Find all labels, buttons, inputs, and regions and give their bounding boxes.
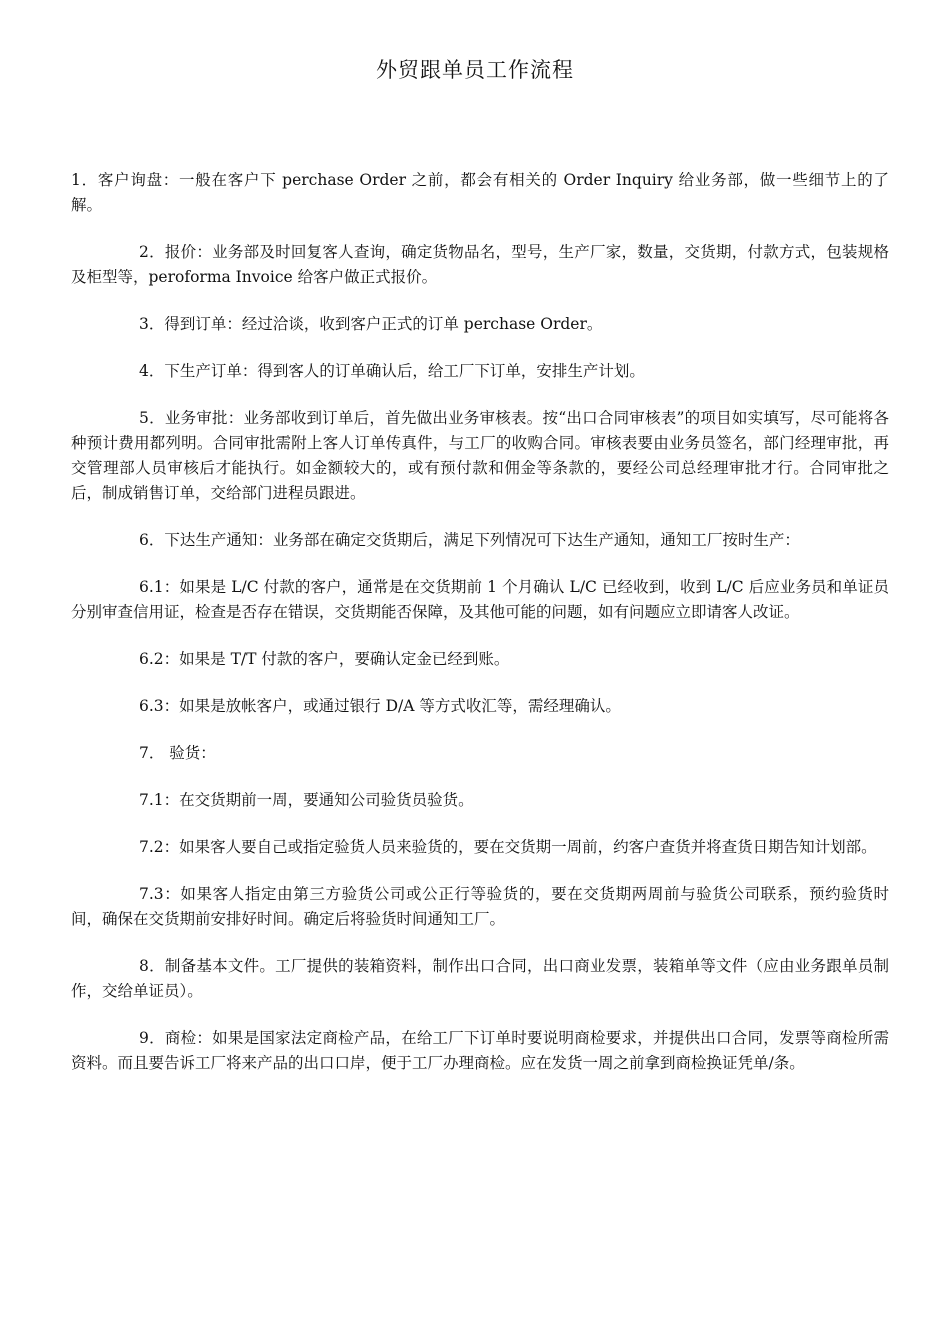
- paragraph-9-commodity-inspection: 9．商检：如果是国家法定商检产品，在给工厂下订单时要说明商检要求，并提供出口合同，发票等商检所需资料。而且要告诉工厂将来产品的出口口岸，便于工厂办理商检。应在发货一周之前拿到商检换证凭单/条。: [71, 1029, 889, 1072]
- paragraph-6-1-lc-payment: 6.1：如果是 L/C 付款的客户，通常是在交货期前 1 个月确认 L/C 已经收到，收到 L/C 后应业务员和单证员分别审查信用证，检查是否存在错误，交货期能否保障，及其他可能的问题，如有问题应立即请客人改证。: [71, 578, 889, 621]
- paragraph-1-customer-inquiry: 1．客户询盘：一般在客户下 perchase Order 之前，都会有相关的 Order Inquiry 给业务部，做一些细节上的了解。: [71, 171, 889, 214]
- page-title: 外贸跟单员工作流程: [376, 58, 574, 82]
- paragraph-7-inspection: 7． 验货：: [139, 744, 216, 762]
- paragraph-6-3-credit-customer: 6.3：如果是放帐客户，或通过银行 D/A 等方式收汇等，需经理确认。: [139, 697, 621, 715]
- paragraph-8-basic-documents: 8．制备基本文件。工厂提供的装箱资料，制作出口合同，出口商业发票，装箱单等文件（应由业务跟单员制作，交给单证员）。: [71, 957, 889, 1000]
- paragraph-6-2-tt-payment: 6.2：如果是 T/T 付款的客户，要确认定金已经到账。: [139, 650, 510, 668]
- paragraph-2-quotation: 2．报价：业务部及时回复客人查询，确定货物品名，型号，生产厂家，数量，交货期，付款方式，包装规格及柜型等，peroforma Invoice 给客户做正式报价。: [71, 243, 889, 286]
- paragraph-7-3-third-party-inspection: 7.3：如果客人指定由第三方验货公司或公正行等验货的，要在交货期两周前与验货公司联系，预约验货时间，确保在交货期前安排好时间。确定后将验货时间通知工厂。: [71, 885, 889, 928]
- paragraph-3-receive-order: 3．得到订单：经过洽谈，收到客户正式的订单 perchase Order。: [139, 315, 603, 333]
- paragraph-7-1-company-inspection: 7.1：在交货期前一周，要通知公司验货员验货。: [139, 791, 474, 809]
- paragraph-7-2-customer-inspection: 7.2：如果客人要自己或指定验货人员来验货的，要在交货期一周前，约客户查货并将查货日期告知计划部。: [139, 838, 877, 856]
- paragraph-6-production-notice: 6．下达生产通知：业务部在确定交货期后，满足下列情况可下达生产通知，通知工厂按时生产：: [139, 531, 800, 549]
- paragraph-4-production-order: 4．下生产订单：得到客人的订单确认后，给工厂下订单，安排生产计划。: [139, 362, 645, 380]
- paragraph-5-business-approval: 5．业务审批：业务部收到订单后，首先做出业务审核表。按“出口合同审核表”的项目如实填写，尽可能将各种预计费用都列明。合同审批需附上客人订单传真件，与工厂的收购合同。审核表要由业务员签名，部门经理审批，再交管理部人员审核后才能执行。如金额较大的，或有预付款和佣金等条款的，要经公司总经理审批才行。合同审批之后，制成销售订单，交给部门进程员跟进。: [71, 409, 889, 502]
- document-body: [71, 168, 889, 1098]
